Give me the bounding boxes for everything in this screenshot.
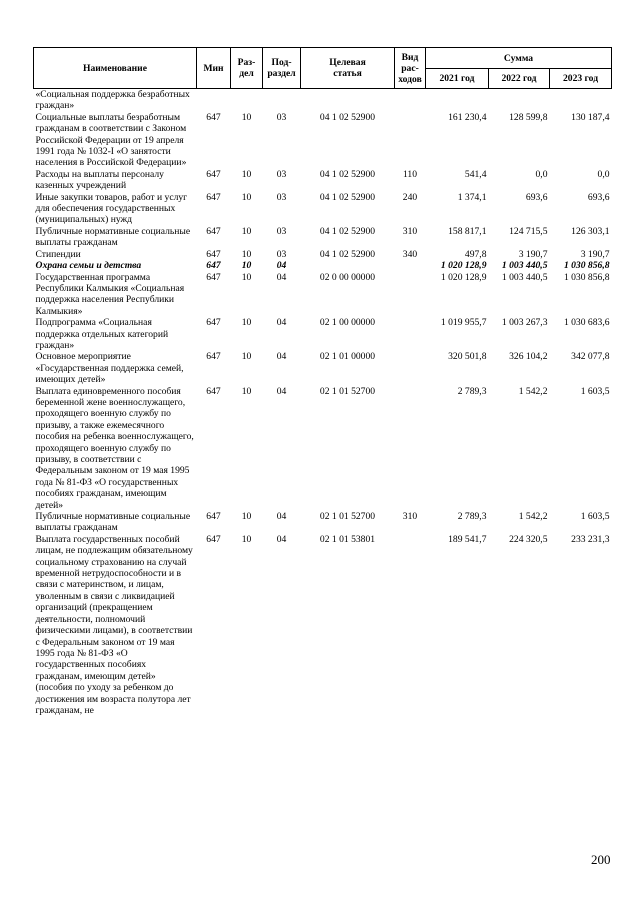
budget-table xyxy=(33,47,612,716)
cell-vid xyxy=(395,272,426,318)
cell-target xyxy=(301,89,395,112)
table-row xyxy=(34,351,612,385)
cell-min: 647 xyxy=(206,271,221,283)
cell-vid xyxy=(395,351,426,385)
cell-min: 647 xyxy=(206,191,221,203)
cell-podrazdel: 03 xyxy=(276,248,287,260)
table-body xyxy=(34,89,612,717)
cell-podrazdel: 03 xyxy=(276,111,287,123)
cell-podrazdel: 04 xyxy=(276,351,287,363)
cell-2021 xyxy=(426,89,489,112)
cell-min: 647 xyxy=(206,168,221,180)
cell-name: Охрана семьи и детства xyxy=(35,260,142,272)
cell-target: 04 1 02 52900 xyxy=(319,191,376,203)
cell-podrazdel xyxy=(263,89,301,112)
cell-2023: 1 030 683,6 xyxy=(563,317,610,329)
cell-2022: 1 542,2 xyxy=(518,511,548,523)
cell-2023: 342 077,8 xyxy=(571,351,610,363)
cell-vid: 240 xyxy=(402,191,418,203)
cell-min: 647 xyxy=(206,225,221,237)
cell-min: 647 xyxy=(206,111,221,123)
header-2023: 2023 год xyxy=(550,69,612,89)
cell-vid: 310 xyxy=(402,225,418,237)
cell-name: Расходы на выплаты персоналу казенных учреждений xyxy=(35,168,164,192)
cell-vid xyxy=(395,386,426,511)
cell-2023: 130 187,4 xyxy=(571,111,610,123)
cell-2021: 1 019 955,7 xyxy=(440,317,487,329)
cell-2022: 693,6 xyxy=(525,191,548,203)
cell-target: 04 1 02 52900 xyxy=(319,111,376,123)
cell-name: Подпрограмма «Социальная поддержка отдельных категорий граждан» xyxy=(35,317,169,351)
table-row xyxy=(34,169,612,192)
header-sum: Сумма xyxy=(426,48,612,69)
cell-2022: 224 320,5 xyxy=(509,533,548,545)
cell-vid xyxy=(395,317,426,351)
header-vid: Вид рас- ходов xyxy=(395,48,426,89)
cell-min xyxy=(197,89,231,112)
table-row xyxy=(34,317,612,351)
cell-target: 04 1 02 52900 xyxy=(319,225,376,237)
table-row xyxy=(34,386,612,511)
cell-2023: 233 231,3 xyxy=(571,533,610,545)
cell-2023: 1 030 856,8 xyxy=(563,260,610,272)
cell-vid: 110 xyxy=(402,168,418,180)
cell-podrazdel: 04 xyxy=(276,533,287,545)
cell-min: 647 xyxy=(206,351,221,363)
cell-razdel: 10 xyxy=(241,168,252,180)
cell-vid xyxy=(395,260,426,271)
header-2021: 2021 год xyxy=(426,69,489,89)
cell-razdel: 10 xyxy=(241,533,252,545)
cell-name: Публичные нормативные социальные выплаты гражданам xyxy=(35,225,191,249)
table-row xyxy=(34,511,612,534)
cell-2023: 3 190,7 xyxy=(580,248,610,260)
cell-target: 02 1 00 00000 xyxy=(319,317,376,329)
cell-vid: 310 xyxy=(402,511,418,523)
cell-podrazdel: 04 xyxy=(276,385,287,397)
cell-podrazdel: 04 xyxy=(276,511,287,523)
cell-podrazdel: 04 xyxy=(276,271,287,283)
cell-target: 02 1 01 52700 xyxy=(319,511,376,523)
cell-podrazdel: 04 xyxy=(276,317,287,329)
cell-2023 xyxy=(550,89,612,112)
cell-name: Выплата государственных пособий лицам, не подлежащим обязательному социальному страхованию на случай временной нетрудоспособности и в связи с материнством, и лицам, уволенным в связи с ликвидацией организаций (прекращением деятельности, полномочий физическими лицами), в соответствии с Федеральным законом от 19 мая 1995 года № 81-ФЗ «О государственных пособиях гражданам, имеющим детей» (пособия по уходу за ребенком до достижения им возраста полутора лет гражданам, не xyxy=(35,533,193,716)
cell-2022: 1 542,2 xyxy=(518,385,548,397)
cell-2022: 326 104,2 xyxy=(509,351,548,363)
cell-2022: 0,0 xyxy=(535,168,548,180)
cell-name: Иные закупки товаров, работ и услуг для обеспечения государственных (муниципальных) нужд xyxy=(35,191,188,226)
cell-name: Основное мероприятие «Государственная поддержка семей, имеющих детей» xyxy=(35,351,184,386)
header-2022: 2022 год xyxy=(489,69,550,89)
cell-2022 xyxy=(489,89,550,112)
cell-target: 02 1 01 52700 xyxy=(319,385,376,397)
table-row xyxy=(34,534,612,717)
cell-2021: 320 501,8 xyxy=(448,351,487,363)
header-name: Наименование xyxy=(34,48,197,89)
cell-name: Стипендии xyxy=(35,248,81,260)
cell-razdel: 10 xyxy=(241,317,252,329)
cell-2022: 1 003 440,5 xyxy=(501,260,548,272)
header-target: Целевая статья xyxy=(301,48,395,89)
cell-2021: 1 020 128,9 xyxy=(440,271,487,283)
cell-2022: 1 003 267,3 xyxy=(501,317,548,329)
cell-razdel: 10 xyxy=(241,351,252,363)
cell-2021: 1 374,1 xyxy=(457,191,487,203)
cell-vid xyxy=(395,534,426,717)
header-podrazdel: Под- раздел xyxy=(263,48,301,89)
table-row xyxy=(34,192,612,226)
header-min: Мин xyxy=(197,48,231,89)
cell-2023: 693,6 xyxy=(587,191,610,203)
cell-name: Социальные выплаты безработным гражданам в соответствии с Законом Российской Федерации от 19 апреля 1991 года № 1032-I «О занятости населения в Российской Федерации» xyxy=(35,111,187,169)
cell-podrazdel: 04 xyxy=(276,260,287,272)
cell-name: «Социальная поддержка безработных граждан» xyxy=(35,89,190,112)
table-row xyxy=(34,226,612,249)
cell-name: Выплата единовременного пособия беременной жене военнослужащего, проходящего военную службу по призыву, а также ежемесячного пособия на ребенка военнослужащего, проходящего военную службу по призыву, в соответствии с Федеральным законом от 19 мая 1995 года № 81-ФЗ «О государственных пособиях гражданам, имеющим детей» xyxy=(35,385,194,511)
cell-podrazdel: 03 xyxy=(276,225,287,237)
cell-min: 647 xyxy=(206,533,221,545)
cell-min: 647 xyxy=(206,248,221,260)
cell-2022: 3 190,7 xyxy=(518,248,548,260)
cell-target: 04 1 02 52900 xyxy=(319,168,376,180)
cell-min: 647 xyxy=(206,317,221,329)
cell-2022: 124 715,5 xyxy=(509,225,548,237)
cell-target xyxy=(301,260,395,271)
cell-2023: 1 030 856,8 xyxy=(563,271,610,283)
cell-2023: 0,0 xyxy=(597,168,610,180)
cell-vid: 340 xyxy=(402,248,418,260)
cell-2022: 1 003 440,5 xyxy=(501,271,548,283)
cell-2023: 1 603,5 xyxy=(580,385,610,397)
cell-razdel: 10 xyxy=(241,225,252,237)
cell-target: 02 1 01 53801 xyxy=(319,533,376,545)
cell-2021: 189 541,7 xyxy=(448,533,487,545)
header-razdel: Раз- дел xyxy=(231,48,263,89)
cell-name: Государственная программа Республики Калмыкия «Социальная поддержка населения Республики Калмыкия» xyxy=(35,271,185,317)
table-row xyxy=(34,249,612,260)
cell-podrazdel: 03 xyxy=(276,168,287,180)
cell-razdel: 10 xyxy=(241,511,252,523)
cell-2023: 126 303,1 xyxy=(571,225,610,237)
cell-2022: 128 599,8 xyxy=(509,111,548,123)
cell-min: 647 xyxy=(206,385,221,397)
cell-target: 02 0 00 00000 xyxy=(319,271,376,283)
page-number: 200 xyxy=(591,852,611,867)
cell-razdel: 10 xyxy=(241,191,252,203)
cell-vid xyxy=(395,89,426,112)
table-row xyxy=(34,272,612,318)
table-row xyxy=(34,260,612,271)
cell-razdel: 10 xyxy=(241,260,252,272)
table-header xyxy=(34,48,612,89)
cell-razdel: 10 xyxy=(241,111,252,123)
cell-podrazdel: 03 xyxy=(276,191,287,203)
cell-min: 647 xyxy=(206,511,221,523)
cell-min: 647 xyxy=(206,260,221,272)
cell-target: 02 1 01 00000 xyxy=(319,351,376,363)
cell-2021: 497,8 xyxy=(464,248,487,260)
cell-2021: 2 789,3 xyxy=(457,511,487,523)
cell-2021: 1 020 128,9 xyxy=(440,260,487,272)
cell-2021: 541,4 xyxy=(464,168,487,180)
cell-razdel: 10 xyxy=(241,271,252,283)
cell-vid xyxy=(395,112,426,169)
table-row xyxy=(34,89,612,112)
cell-razdel: 10 xyxy=(241,385,252,397)
cell-target: 04 1 02 52900 xyxy=(319,248,376,260)
cell-razdel: 10 xyxy=(241,248,252,260)
cell-razdel xyxy=(231,89,263,112)
cell-2021: 2 789,3 xyxy=(457,385,487,397)
cell-2021: 161 230,4 xyxy=(448,111,487,123)
table-row xyxy=(34,112,612,169)
cell-name: Публичные нормативные социальные выплаты гражданам xyxy=(35,511,191,534)
cell-2023: 1 603,5 xyxy=(580,511,610,523)
cell-2021: 158 817,1 xyxy=(448,225,487,237)
